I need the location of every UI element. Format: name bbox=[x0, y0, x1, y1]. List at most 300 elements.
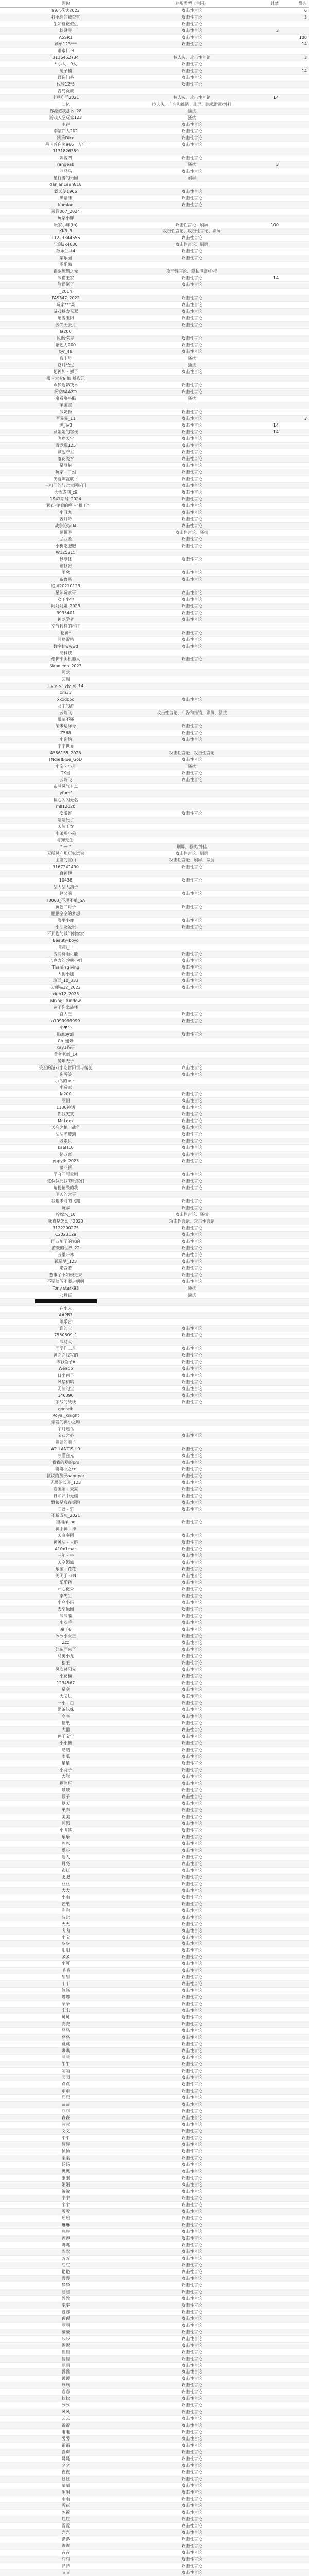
cell-warn bbox=[281, 1941, 309, 1947]
cell-name: 阿阿阿姐_2023 bbox=[0, 603, 131, 609]
cell-name: 一颗石·你看的啊～“推王” bbox=[0, 502, 131, 509]
cell-warn bbox=[281, 777, 309, 784]
cell-reason bbox=[131, 262, 252, 268]
cell-name: 狼王 bbox=[0, 1660, 131, 1667]
cell-ban bbox=[252, 784, 281, 790]
cell-name: 雾雾 bbox=[0, 2436, 131, 2443]
cell-reason: 攻击性言论 bbox=[131, 1519, 252, 1526]
cell-ban bbox=[252, 1446, 281, 1452]
cell-ban bbox=[252, 1653, 281, 1660]
table-row bbox=[0, 215, 309, 222]
cell-reason: 攻击性言论、刷屏 bbox=[131, 851, 252, 857]
cell-reason: 攻击性言论 bbox=[131, 235, 252, 242]
cell-reason: 攻击性言论 bbox=[131, 616, 252, 623]
table-row bbox=[0, 2061, 309, 2068]
cell-reason: 攻击性言论 bbox=[131, 2355, 252, 2362]
cell-reason: 攻击性言论 bbox=[131, 877, 252, 884]
cell-reason: 攻击性言论、骚扰 bbox=[131, 1212, 252, 1218]
cell-ban bbox=[252, 1379, 281, 1385]
cell-warn bbox=[281, 2483, 309, 2489]
cell-ban bbox=[252, 121, 281, 128]
cell-reason bbox=[131, 991, 252, 997]
table-row bbox=[0, 1279, 309, 1285]
table-row bbox=[0, 2342, 309, 2349]
cell-ban bbox=[252, 2510, 281, 2516]
cell-warn bbox=[281, 1687, 309, 1693]
table-row bbox=[0, 1252, 309, 1259]
cell-name: 霸天使1966 bbox=[0, 188, 131, 195]
table-row bbox=[0, 2329, 309, 2335]
cell-ban bbox=[252, 743, 281, 750]
cell-reason: 攻击性言论 bbox=[131, 309, 252, 315]
table-row bbox=[0, 2235, 309, 2242]
cell-reason: 攻击性言论 bbox=[131, 1653, 252, 1660]
cell-reason: 攻击性言论 bbox=[131, 636, 252, 643]
cell-warn bbox=[281, 1218, 309, 1225]
cell-name: 远猴007_2024 bbox=[0, 208, 131, 215]
cell-reason: 攻击性言论 bbox=[131, 489, 252, 496]
cell-ban bbox=[252, 870, 281, 877]
cell-reason: 攻击性言论 bbox=[131, 1098, 252, 1105]
table-row bbox=[0, 2028, 309, 2035]
cell-reason: 攻击性言论 bbox=[131, 2255, 252, 2262]
cell-ban bbox=[252, 1526, 281, 1533]
cell-ban bbox=[252, 208, 281, 215]
cell-warn bbox=[281, 1285, 309, 1292]
cell-ban bbox=[252, 1613, 281, 1620]
cell-name: yfumf bbox=[0, 790, 131, 797]
table-row bbox=[0, 2436, 309, 2443]
cell-reason: 攻击性言论 bbox=[131, 315, 252, 322]
cell-reason: 攻击性言论 bbox=[131, 2342, 252, 2349]
table-row bbox=[0, 2510, 309, 2516]
cell-reason: 攻击性言论 bbox=[131, 1907, 252, 1914]
table-row bbox=[0, 1867, 309, 1874]
cell-reason: 攻击性言论 bbox=[131, 1352, 252, 1359]
cell-reason: 攻击性言论 bbox=[131, 543, 252, 549]
cell-reason bbox=[131, 663, 252, 670]
cell-name: 芳芳 bbox=[0, 2255, 131, 2262]
table-row bbox=[0, 1412, 309, 1419]
cell-reason bbox=[131, 376, 252, 382]
table-row bbox=[0, 1345, 309, 1352]
table-row bbox=[0, 831, 309, 837]
cell-name: 熙熙 bbox=[0, 2095, 131, 2102]
cell-reason: 攻击性言论 bbox=[131, 302, 252, 309]
table-row bbox=[0, 262, 309, 268]
cell-ban bbox=[252, 1305, 281, 1312]
cell-reason: 攻击性言论 bbox=[131, 1031, 252, 1038]
table-row bbox=[0, 2389, 309, 2396]
cell-ban bbox=[252, 1961, 281, 1968]
cell-warn bbox=[281, 2563, 309, 2570]
cell-reason: 攻击性言论 bbox=[131, 1988, 252, 1994]
cell-name: 哈哈死了 bbox=[0, 817, 131, 824]
cell-warn bbox=[281, 1165, 309, 1172]
cell-ban bbox=[252, 67, 281, 74]
cell-warn bbox=[281, 2523, 309, 2530]
cell-ban bbox=[252, 248, 281, 255]
cell-warn bbox=[281, 1740, 309, 1747]
table-row bbox=[0, 1486, 309, 1493]
cell-reason bbox=[131, 1305, 252, 1312]
table-row bbox=[0, 369, 309, 376]
cell-warn bbox=[281, 1573, 309, 1580]
cell-warn bbox=[281, 917, 309, 924]
cell-warn bbox=[281, 1880, 309, 1887]
table-row bbox=[0, 609, 309, 616]
cell-name: 春春 bbox=[0, 2389, 131, 2396]
cell-warn bbox=[281, 2215, 309, 2222]
table-row bbox=[0, 1573, 309, 1580]
cell-warn bbox=[281, 1432, 309, 1439]
cell-ban bbox=[252, 2068, 281, 2075]
table-row bbox=[0, 710, 309, 717]
cell-warn bbox=[281, 2075, 309, 2081]
cell-ban bbox=[252, 2349, 281, 2355]
cell-reason bbox=[131, 804, 252, 810]
cell-reason: 攻击性言论 bbox=[131, 2201, 252, 2208]
cell-reason: 攻击性言论 bbox=[131, 1472, 252, 1479]
table-row bbox=[0, 596, 309, 603]
cell-ban bbox=[252, 757, 281, 764]
cell-warn bbox=[281, 1318, 309, 1325]
cell-name: 3167241490 bbox=[0, 864, 131, 871]
cell-reason: 攻击性言论 bbox=[131, 134, 252, 141]
cell-name: 静静 bbox=[0, 2282, 131, 2289]
cell-ban bbox=[252, 2369, 281, 2376]
cell-warn bbox=[281, 2543, 309, 2550]
cell-name: 同学们二月 bbox=[0, 1345, 131, 1352]
table-row bbox=[0, 2088, 309, 2095]
cell-warn bbox=[281, 47, 309, 54]
cell-ban bbox=[252, 2396, 281, 2402]
cell-ban bbox=[252, 1091, 281, 1098]
cell-reason: 拉人头、广告和推销、刷屏、隐私泄露/外挂 bbox=[131, 101, 252, 108]
cell-ban bbox=[252, 489, 281, 496]
table-row bbox=[0, 1820, 309, 1827]
cell-name: 李家四人202 bbox=[0, 128, 131, 134]
cell-ban bbox=[252, 1974, 281, 1981]
cell-ban bbox=[252, 235, 281, 242]
table-row bbox=[0, 282, 309, 289]
cell-reason: 攻击性言论 bbox=[131, 2161, 252, 2168]
cell-warn bbox=[281, 1138, 309, 1145]
cell-ban bbox=[252, 1927, 281, 1934]
cell-reason bbox=[131, 1051, 252, 1058]
cell-ban bbox=[252, 877, 281, 884]
table-row bbox=[0, 1225, 309, 1232]
cell-warn bbox=[281, 1974, 309, 1981]
cell-reason: 攻击性言论、刷屏 bbox=[131, 242, 252, 248]
cell-ban bbox=[252, 1793, 281, 1800]
cell-name: 毛毛 bbox=[0, 1968, 131, 1974]
cell-reason: 攻击性言论 bbox=[131, 255, 252, 262]
cell-warn bbox=[281, 2201, 309, 2208]
cell-ban bbox=[252, 730, 281, 737]
table-row bbox=[0, 2075, 309, 2081]
cell-ban bbox=[252, 1854, 281, 1860]
cell-name: 你源道我那么_28 bbox=[0, 108, 131, 114]
table-row bbox=[0, 1880, 309, 1887]
table-row bbox=[0, 2128, 309, 2135]
cell-warn bbox=[281, 1051, 309, 1058]
cell-ban bbox=[252, 2469, 281, 2476]
cell-name: 玩家***某 bbox=[0, 302, 131, 309]
table-row bbox=[0, 1218, 309, 1225]
column-header-reason: 违规类型（主因） bbox=[131, 0, 252, 8]
cell-ban bbox=[252, 951, 281, 957]
cell-name: 熊猫佬了 bbox=[0, 282, 131, 289]
cell-reason: 攻击性言论 bbox=[131, 516, 252, 522]
table-row bbox=[0, 1780, 309, 1787]
cell-name: 蓝蓝 bbox=[0, 2122, 131, 2128]
cell-ban bbox=[252, 2429, 281, 2436]
cell-name: 布兰风气有点 bbox=[0, 784, 131, 790]
cell-name: 龙宇的游 bbox=[0, 703, 131, 710]
table-row bbox=[0, 168, 309, 175]
cell-warn bbox=[281, 1232, 309, 1239]
cell-ban bbox=[252, 2563, 281, 2570]
cell-ban bbox=[252, 2489, 281, 2496]
cell-ban bbox=[252, 650, 281, 656]
cell-name: 弘西坠 bbox=[0, 536, 131, 543]
cell-warn bbox=[281, 1044, 309, 1051]
table-row bbox=[0, 1914, 309, 1921]
table-row bbox=[0, 623, 309, 630]
cell-name: 艳艳 bbox=[0, 2268, 131, 2275]
table-row bbox=[0, 1298, 309, 1305]
cell-name: 果冻 bbox=[0, 1807, 131, 1814]
cell-name: 刮大刮大刮子 bbox=[0, 884, 131, 890]
table-row bbox=[0, 275, 309, 282]
cell-name: 霜霜 bbox=[0, 2443, 131, 2449]
table-row bbox=[0, 643, 309, 650]
cell-reason: 攻击性言论 bbox=[131, 1914, 252, 1921]
table-row bbox=[0, 462, 309, 469]
cell-warn bbox=[281, 1145, 309, 1151]
cell-name: TK当 bbox=[0, 770, 131, 777]
cell-warn bbox=[281, 2469, 309, 2476]
cell-reason: 攻击性言论 bbox=[131, 2014, 252, 2021]
cell-warn bbox=[281, 262, 309, 268]
cell-name: 小可 bbox=[0, 1961, 131, 1968]
cell-ban bbox=[252, 2148, 281, 2155]
cell-name: 紫色力200 bbox=[0, 342, 131, 349]
cell-ban bbox=[252, 61, 281, 67]
cell-name: 风飘·荣萌 bbox=[0, 335, 131, 342]
table-row bbox=[0, 2215, 309, 2222]
cell-name: 小玩家 bbox=[0, 1084, 131, 1091]
cell-name: 晴晴 bbox=[0, 2483, 131, 2489]
table-row bbox=[0, 502, 309, 509]
cell-ban bbox=[252, 2061, 281, 2068]
cell-reason: 攻击性言论 bbox=[131, 1840, 252, 1847]
cell-name: 146390 bbox=[0, 1392, 131, 1399]
cell-name: 抗议的孩子aapuper bbox=[0, 1472, 131, 1479]
table-row bbox=[0, 569, 309, 576]
cell-warn bbox=[281, 1345, 309, 1352]
cell-warn bbox=[281, 436, 309, 443]
cell-warn bbox=[281, 750, 309, 757]
table-row bbox=[0, 824, 309, 831]
table-row bbox=[0, 1854, 309, 1860]
cell-name: 天庭奏团 bbox=[0, 1533, 131, 1539]
table-row bbox=[0, 2142, 309, 2148]
cell-name: 生如夏花似烂 bbox=[0, 21, 131, 27]
cell-name: 超人 bbox=[0, 1854, 131, 1860]
cell-warn bbox=[281, 2122, 309, 2128]
cell-name: 薇薇 bbox=[0, 2329, 131, 2335]
cell-name: 猫猫小之ce bbox=[0, 1466, 131, 1472]
table-row bbox=[0, 108, 309, 114]
cell-name: KK3_3 bbox=[0, 228, 131, 235]
cell-reason: 攻击性言论 bbox=[131, 1365, 252, 1372]
cell-ban bbox=[252, 1332, 281, 1338]
cell-reason: 攻击性言论 bbox=[131, 1974, 252, 1981]
cell-reason: 攻击性言论、隐私泄露/外挂 bbox=[131, 268, 252, 275]
table-row bbox=[0, 1325, 309, 1332]
table-row bbox=[0, 1580, 309, 1586]
table-row bbox=[0, 1927, 309, 1934]
cell-name: * — * bbox=[0, 844, 131, 851]
cell-ban bbox=[252, 1807, 281, 1814]
cell-warn bbox=[281, 717, 309, 723]
cell-name: 我十号 bbox=[0, 355, 131, 362]
table-row bbox=[0, 175, 309, 181]
cell-reason: 攻击性言论 bbox=[131, 469, 252, 476]
header-row bbox=[0, 0, 309, 8]
cell-ban bbox=[252, 47, 281, 54]
cell-name: 星星 bbox=[0, 1760, 131, 1767]
cell-reason: 攻击性言论 bbox=[131, 1172, 252, 1178]
cell-name: 熊奶粉 bbox=[0, 409, 131, 416]
cell-reason: 骚扰 bbox=[131, 161, 252, 168]
cell-warn bbox=[281, 977, 309, 984]
cell-name: 龟粉情缘的我 bbox=[0, 1185, 131, 1192]
cell-reason: 攻击性言论 bbox=[131, 1232, 252, 1239]
table-row bbox=[0, 851, 309, 857]
cell-reason: 攻击性言论 bbox=[131, 2322, 252, 2329]
cell-name: Royal_Knight bbox=[0, 1412, 131, 1419]
cell-warn bbox=[281, 569, 309, 576]
cell-warn bbox=[281, 2402, 309, 2409]
cell-reason bbox=[131, 148, 252, 155]
cell-ban: 3 bbox=[252, 161, 281, 168]
cell-warn bbox=[281, 1245, 309, 1252]
cell-reason: 攻击性言论 bbox=[131, 2142, 252, 2148]
cell-warn bbox=[281, 88, 309, 94]
table-row bbox=[0, 2195, 309, 2201]
cell-warn bbox=[281, 1793, 309, 1800]
cell-warn bbox=[281, 1385, 309, 1392]
cell-ban bbox=[252, 1921, 281, 1927]
cell-ban bbox=[252, 1620, 281, 1626]
table-row bbox=[0, 349, 309, 355]
cell-ban bbox=[252, 2048, 281, 2055]
cell-ban bbox=[252, 2476, 281, 2483]
cell-warn bbox=[281, 1954, 309, 1961]
cell-reason: 刷屏 bbox=[131, 175, 252, 181]
cell-name: 乖乖 bbox=[0, 2088, 131, 2095]
cell-reason: 攻击性言论 bbox=[131, 2402, 252, 2409]
cell-name: ATLLANTIS_L9 bbox=[0, 1446, 131, 1452]
table-row bbox=[0, 977, 309, 984]
cell-warn bbox=[281, 1546, 309, 1553]
cell-reason: 攻击性言论 bbox=[131, 2449, 252, 2456]
table-row bbox=[0, 1332, 309, 1338]
cell-reason: 攻击性言论、刷屏 bbox=[131, 222, 252, 228]
cell-reason: 攻击性言论 bbox=[131, 1392, 252, 1399]
cell-ban bbox=[252, 101, 281, 108]
table-row bbox=[0, 2315, 309, 2322]
cell-reason: 攻击性言论 bbox=[131, 1011, 252, 1018]
cell-reason: 攻击性言论 bbox=[131, 1493, 252, 1499]
cell-reason bbox=[131, 1312, 252, 1318]
cell-name: 雨雨 bbox=[0, 2496, 131, 2503]
cell-warn bbox=[281, 1914, 309, 1921]
cell-ban bbox=[252, 831, 281, 837]
cell-reason bbox=[131, 1513, 252, 1519]
cell-warn bbox=[281, 2235, 309, 2242]
cell-ban bbox=[252, 616, 281, 623]
cell-reason: 攻击性言论 bbox=[131, 2436, 252, 2443]
table-row bbox=[0, 2115, 309, 2122]
cell-ban bbox=[252, 549, 281, 556]
cell-name: 雪花 bbox=[0, 2503, 131, 2510]
table-row bbox=[0, 844, 309, 851]
cell-name: 夜夜 bbox=[0, 2469, 131, 2476]
cell-warn bbox=[281, 2275, 309, 2282]
cell-reason: 攻击性言论 bbox=[131, 1198, 252, 1205]
cell-name: 开心花朵 bbox=[0, 1586, 131, 1593]
cell-warn bbox=[281, 2389, 309, 2396]
cell-reason: 攻击性言论 bbox=[131, 27, 252, 34]
cell-name: 阳阳 bbox=[0, 1947, 131, 1954]
cell-name: 乐宝 - 花花 bbox=[0, 1566, 131, 1573]
cell-warn bbox=[281, 837, 309, 844]
cell-warn bbox=[281, 496, 309, 502]
cell-name: Thanksgiving bbox=[0, 964, 131, 971]
table-row bbox=[0, 235, 309, 242]
cell-name: Kumlao bbox=[0, 201, 131, 208]
cell-name: 你我笑笑 bbox=[0, 1111, 131, 1118]
cell-name: mll12020 bbox=[0, 804, 131, 810]
cell-reason: 攻击性言论 bbox=[131, 369, 252, 376]
cell-reason: 攻击性言论 bbox=[131, 609, 252, 616]
cell-ban bbox=[252, 502, 281, 509]
cell-name: 星空 bbox=[0, 1687, 131, 1693]
cell-reason: 攻击性言论 bbox=[131, 630, 252, 636]
cell-reason: 攻击性言论 bbox=[131, 2228, 252, 2235]
table-row bbox=[0, 1513, 309, 1519]
cell-ban bbox=[252, 1279, 281, 1285]
cell-ban bbox=[252, 2081, 281, 2088]
table-row bbox=[0, 1526, 309, 1533]
table-row bbox=[0, 529, 309, 536]
cell-name: 小丸子 bbox=[0, 1767, 131, 1773]
cell-ban bbox=[252, 997, 281, 1004]
cell-warn bbox=[281, 429, 309, 436]
cell-ban bbox=[252, 476, 281, 482]
cell-warn bbox=[281, 710, 309, 717]
cell-warn bbox=[281, 1553, 309, 1560]
cell-warn bbox=[281, 2001, 309, 2008]
cell-ban bbox=[252, 1914, 281, 1921]
cell-warn bbox=[281, 1874, 309, 1880]
cell-warn bbox=[281, 2095, 309, 2102]
cell-reason: 攻击性言论 bbox=[131, 1466, 252, 1472]
